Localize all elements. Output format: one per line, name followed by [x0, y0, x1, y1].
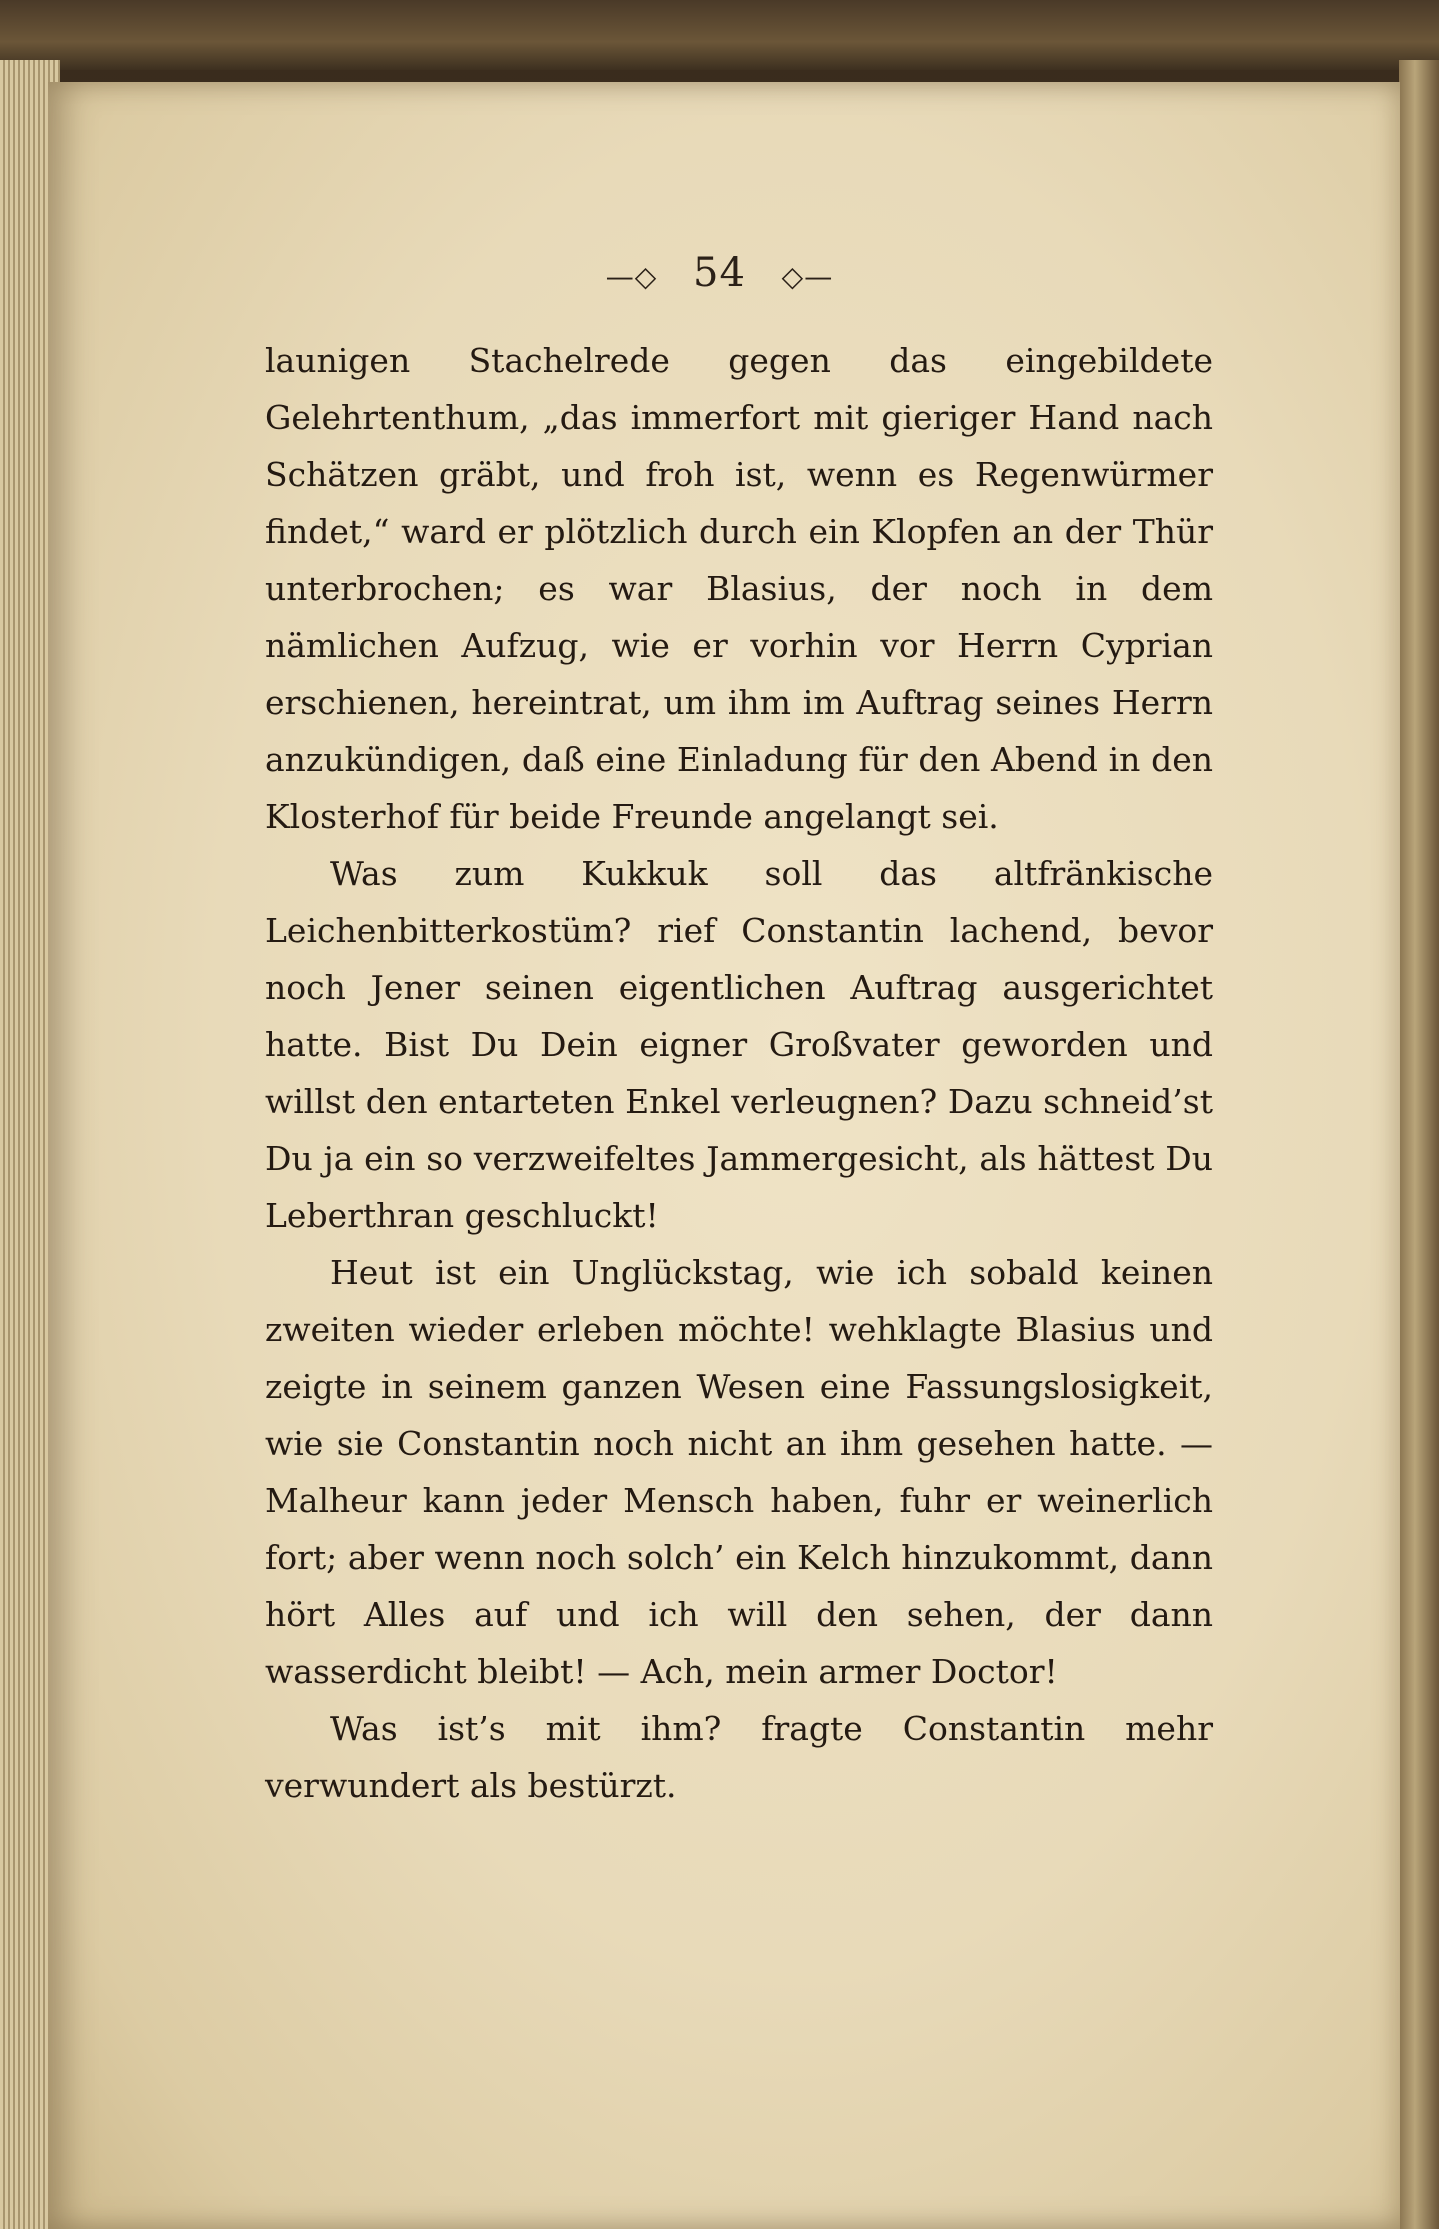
book-cover-top [0, 0, 1439, 70]
page-number: 54 [693, 250, 746, 296]
header-ornament-left: —◇ [605, 259, 658, 293]
body-text [265, 332, 1213, 1814]
page-header [0, 250, 1439, 296]
paragraph: Was ist’s mit ihm? fragte Constantin mehr verwundert als bestürzt. [265, 1709, 1213, 1805]
header-ornament-right: ◇— [781, 259, 834, 293]
paragraph: Heut ist ein Unglückstag, wie ich sobald keinen zweiten wieder erleben möchte! wehklagte Blasius und zeigte in seinem ganzen Wesen eine Fassungslosigkeit, wie sie Constantin noch nicht an ihm gesehen hatte. — Malheur kann jeder Mensch haben, fuhr er weinerlich fort; aber wenn noch solch’ ein Kelch hinzukommt, dann hört Alles auf und ich will den sehen, der dann wasserdicht bleibt! — Ach, mein armer Doctor! [265, 1253, 1213, 1691]
paragraph: launigen Stachelrede gegen das eingebildete Gelehrtenthum, „das immerfort mit gieriger Hand nach Schätzen gräbt, und froh ist, wenn es Regenwürmer findet,“ ward er plötzlich durch ein Klopfen an der Thür unterbrochen; es war Blasius, der noch in dem nämlichen Aufzug, wie er vorhin vor Herrn Cyprian erschienen, hereintrat, um ihm im Auftrag seines Herrn anzukündigen, daß eine Einladung für den Abend in den Klosterhof für beide Freunde angelangt sei. [265, 341, 1213, 836]
paragraph: Was zum Kukkuk soll das altfränkische Leichenbitterkostüm? rief Constantin lachend, bevor noch Jener seinen eigentlichen Auftrag ausgerichtet hatte. Bist Du Dein eigner Großvater geworden und willst den entarteten Enkel verleugnen? Dazu schneid’st Du ja ein so verzweifeltes Jammergesicht, als hättest Du Leberthran geschluckt! [265, 854, 1213, 1235]
book-cover-right [1399, 60, 1439, 2229]
